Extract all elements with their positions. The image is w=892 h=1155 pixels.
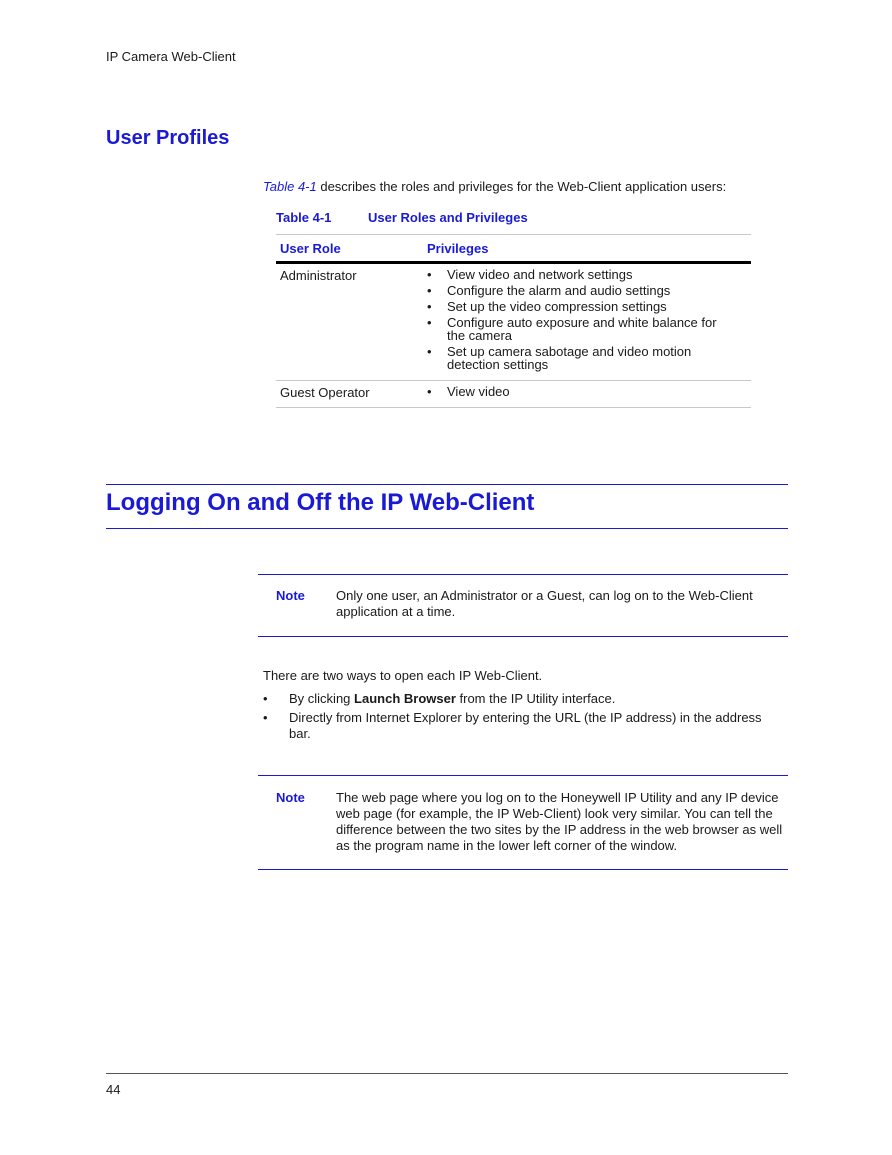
list-item-text: By clicking bbox=[289, 691, 355, 706]
privileges-cell bbox=[423, 381, 751, 408]
note-label: Note bbox=[276, 588, 305, 603]
privileges-cell bbox=[423, 263, 751, 381]
footer-rule bbox=[106, 1073, 788, 1074]
table-reference-link[interactable]: Table 4-1 bbox=[263, 179, 317, 194]
user-roles-table bbox=[276, 234, 751, 408]
note-box bbox=[258, 574, 788, 637]
privilege-item: • Set up camera sabotage and video motion detection settings bbox=[427, 345, 747, 371]
role-cell: Administrator bbox=[276, 263, 423, 381]
section-heading-user-profiles: User Profiles bbox=[106, 127, 230, 149]
privilege-item: • View video bbox=[427, 385, 747, 398]
table-caption bbox=[276, 210, 528, 225]
table-caption-title: User Roles and Privileges bbox=[368, 210, 528, 225]
table-header-row bbox=[276, 235, 751, 263]
note-box bbox=[258, 775, 788, 870]
table-caption-number: Table 4-1 bbox=[276, 210, 332, 225]
privilege-item: • Configure the alarm and audio settings bbox=[427, 284, 747, 297]
privilege-item: • View video and network settings bbox=[427, 268, 747, 281]
note-text: Only one user, an Administrator or a Guest, can log on to the Web-Client application at a time. bbox=[336, 588, 753, 619]
privileges-list bbox=[427, 268, 747, 371]
section-heading-logging: Logging On and Off the IP Web-Client bbox=[106, 489, 535, 516]
table-row bbox=[276, 381, 751, 408]
column-header-privileges: Privileges bbox=[423, 235, 751, 263]
privilege-item: • Set up the video compression settings bbox=[427, 300, 747, 313]
privilege-item: • Configure auto exposure and white balance for the camera bbox=[427, 316, 747, 342]
heading-rule-bottom bbox=[106, 528, 788, 529]
table-intro-paragraph bbox=[263, 179, 726, 194]
column-header-user-role: User Role bbox=[276, 235, 423, 263]
note-label: Note bbox=[276, 790, 305, 805]
page-number: 44 bbox=[106, 1082, 121, 1097]
ways-intro-paragraph: There are two ways to open each IP Web-Client. bbox=[263, 668, 543, 683]
heading-rule-top bbox=[106, 484, 788, 485]
ways-list bbox=[263, 691, 773, 745]
note-text: The web page where you log on to the Honeywell IP Utility and any IP device web page (for example, the IP Web-Client) look very similar. You can tell the difference between the two sites by the IP address in the web browser as well as the program name in the lower left corner of the window. bbox=[336, 790, 783, 853]
list-item-text: Directly from Internet Explorer by entering the URL (the IP address) in the address bar. bbox=[289, 710, 762, 741]
list-item bbox=[263, 691, 773, 707]
list-item-text: from the IP Utility interface. bbox=[455, 691, 616, 706]
role-cell: Guest Operator bbox=[276, 381, 423, 408]
list-item bbox=[263, 710, 773, 742]
launch-browser-term: Launch Browser bbox=[354, 691, 456, 706]
table-intro-text: describes the roles and privileges for the Web-Client application users: bbox=[316, 179, 727, 194]
running-header: IP Camera Web-Client bbox=[106, 49, 236, 64]
privileges-list bbox=[427, 385, 747, 398]
table-row bbox=[276, 263, 751, 381]
